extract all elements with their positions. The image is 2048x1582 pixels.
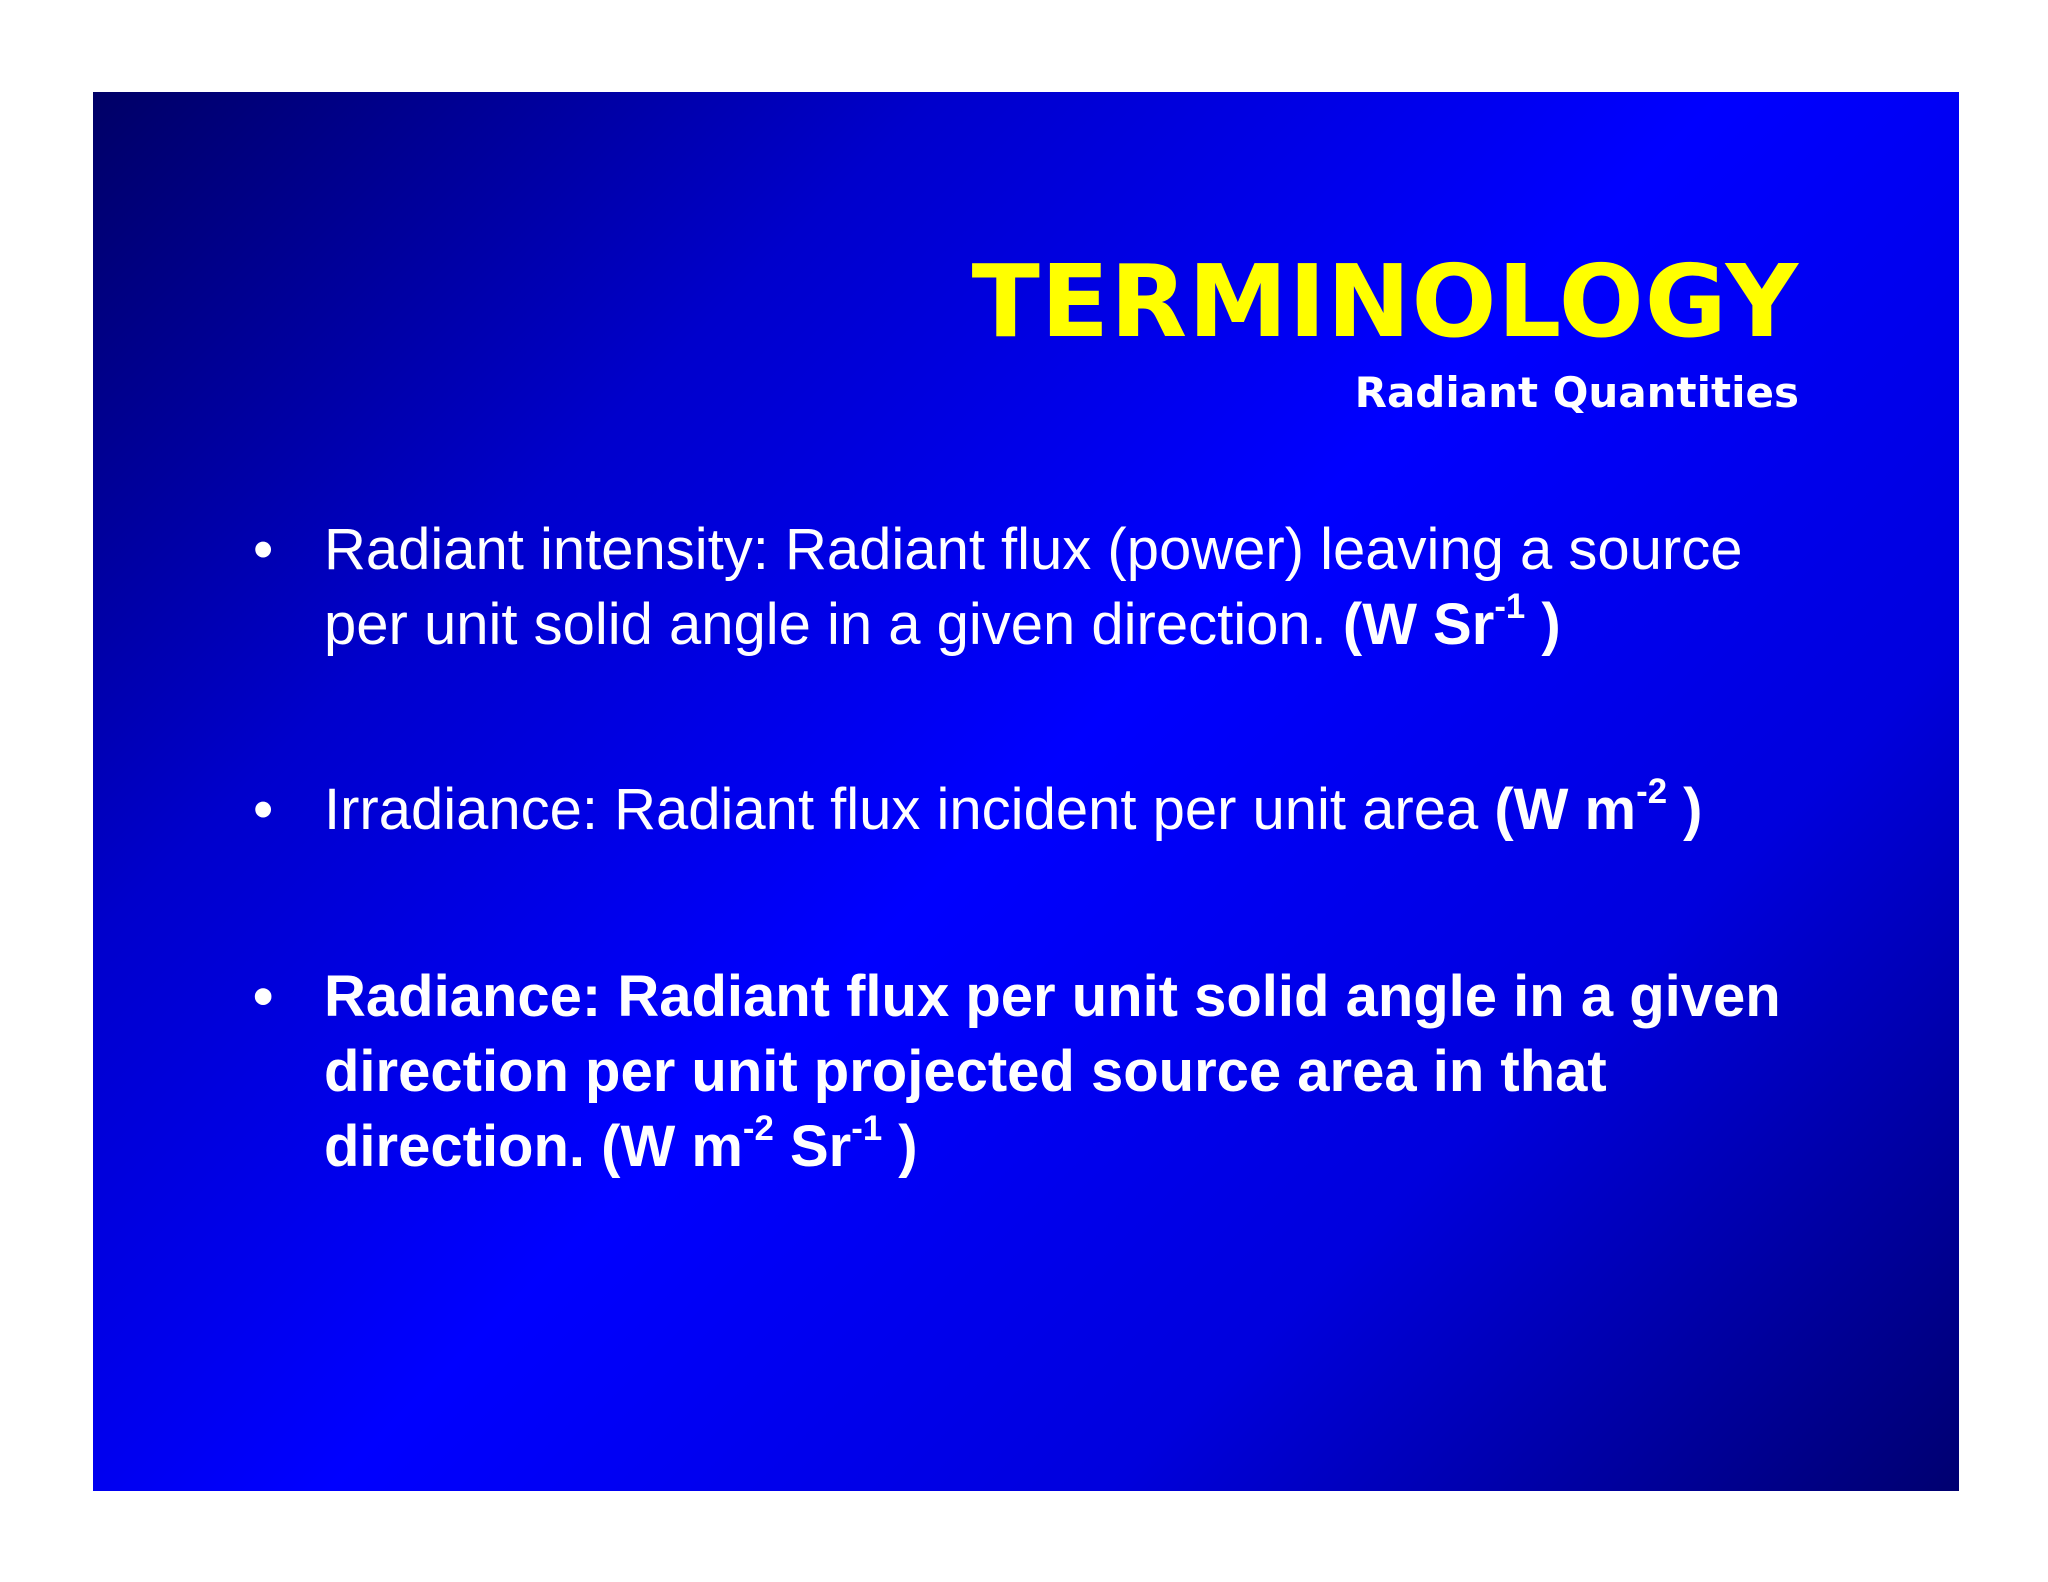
bullet-text: [324, 512, 1813, 662]
unit-part: Sr: [773, 1114, 852, 1179]
definition-text: Radiance: Radiant flux per unit solid angle in a given direction per unit projected source area in that direction.: [324, 964, 1781, 1179]
slide: [93, 92, 1959, 1491]
bullet-text: [324, 959, 1813, 1184]
bullet-icon: •: [253, 964, 274, 1029]
unit-part: (W m: [601, 1114, 743, 1179]
unit-exponent: -2: [1636, 771, 1668, 811]
unit-exponent: -2: [742, 1108, 774, 1148]
bullet-icon: •: [253, 777, 274, 842]
unit-exponent: -1: [851, 1108, 883, 1148]
bullet-text: [324, 772, 1813, 847]
unit-part: (W Sr: [1342, 592, 1495, 657]
bullet-icon: •: [253, 517, 274, 582]
unit-label: [1494, 771, 1703, 842]
unit-part: ): [882, 1114, 918, 1179]
unit-part: ): [1525, 592, 1561, 657]
unit-part: (W m: [1494, 777, 1637, 842]
unit-part: ): [1667, 777, 1703, 842]
definition-text: Irradiance: Radiant flux incident per unit area: [324, 777, 1479, 842]
unit-label: [601, 1108, 918, 1179]
unit-label: [1342, 586, 1561, 657]
bullet-irradiance: [253, 772, 1813, 847]
definition-text: Radiant intensity: Radiant flux (power) leaving a source per unit solid angle in a given direction.: [324, 517, 1743, 657]
bullet-radiance: [253, 959, 1813, 1184]
slide-subtitle: Radiant Quantities: [1354, 368, 1799, 417]
slide-title: TERMINOLOGY: [971, 243, 1799, 360]
bullet-radiant-intensity: [253, 512, 1813, 662]
unit-exponent: -1: [1494, 586, 1526, 626]
